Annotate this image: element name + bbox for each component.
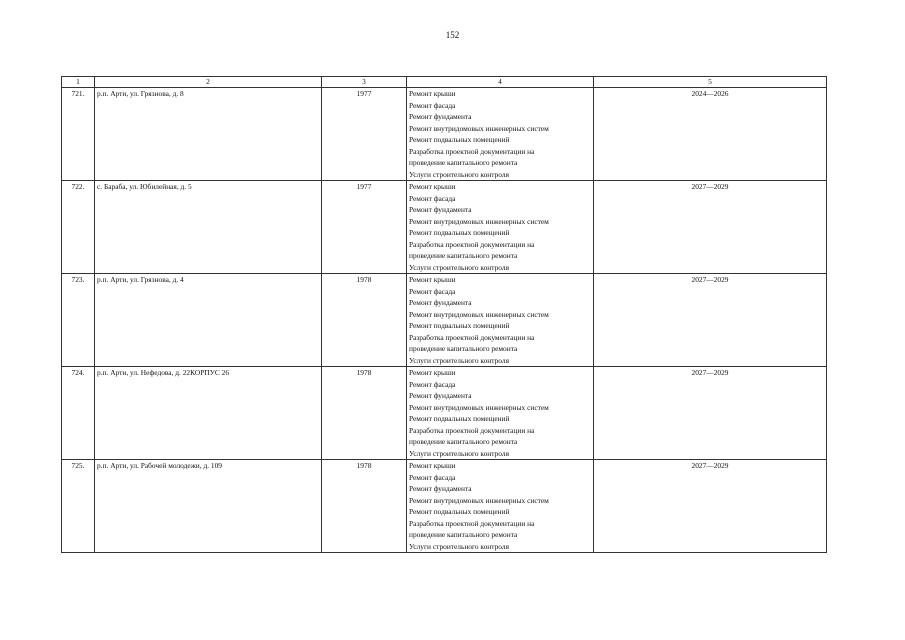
repair-work-item: Услуги строительного контроля: [409, 262, 509, 272]
repair-period: 2027—2029: [594, 274, 827, 367]
table-header: [62, 77, 827, 88]
repair-work-item: Ремонт подвальных помещений: [409, 135, 510, 144]
repair-work-item: Разработка проектной документации на: [409, 239, 535, 249]
building-address: р.п. Арти, ул. Грязнова, д. 8: [95, 88, 322, 181]
repair-works-list: [407, 367, 594, 460]
row-number: 725.: [62, 460, 95, 553]
commission-year: 1978: [322, 460, 407, 553]
repair-work-item: Ремонт внутридомовых инженерных систем: [409, 309, 549, 319]
building-address: р.п. Арти, ул. Грязнова, д. 4: [95, 274, 322, 367]
repair-work-item: Ремонт подвальных помещений: [409, 321, 510, 330]
column-header-4: 4: [407, 77, 594, 88]
repair-work-item: Ремонт крыши: [409, 182, 456, 191]
repair-work-item: Ремонт подвальных помещений: [409, 228, 510, 237]
header-row: [62, 77, 827, 88]
repair-work-item: Разработка проектной документации на: [409, 518, 535, 528]
repair-work-item: Ремонт фундамента: [409, 484, 472, 493]
commission-year: 1977: [322, 88, 407, 181]
repair-work-item: Ремонт фасада: [409, 286, 456, 296]
repair-period: 2027—2029: [594, 181, 827, 274]
row-number: 721.: [62, 88, 95, 181]
column-header-1: 1: [62, 77, 95, 88]
row-number: 722.: [62, 181, 95, 274]
repair-work-item: Ремонт фундамента: [409, 391, 472, 400]
repair-work-item: Ремонт подвальных помещений: [409, 507, 510, 516]
table-row: [62, 460, 827, 553]
repair-period: 2027—2029: [594, 367, 827, 460]
repair-work-item: Ремонт внутридомовых инженерных систем: [409, 123, 549, 133]
repair-work-item: проведение капитального ремонта: [409, 437, 518, 446]
repair-work-item: Услуги строительного контроля: [409, 541, 509, 551]
repair-work-item: Ремонт фасада: [409, 100, 456, 110]
repair-work-item: Ремонт фасада: [409, 379, 456, 389]
repair-work-item: Услуги строительного контроля: [409, 448, 509, 458]
repair-work-item: Ремонт фундамента: [409, 205, 472, 214]
repair-work-item: Ремонт внутридомовых инженерных систем: [409, 216, 549, 226]
repair-works-list: [407, 88, 594, 181]
repair-work-item: Ремонт фундамента: [409, 298, 472, 307]
table-row: [62, 367, 827, 460]
column-header-3: 3: [322, 77, 407, 88]
commission-year: 1978: [322, 367, 407, 460]
repair-work-item: проведение капитального ремонта: [409, 158, 518, 167]
page-number: 152: [445, 30, 460, 40]
building-address: р.п. Арти, ул. Рабочей молодежи, д. 109: [95, 460, 322, 553]
repair-work-item: Услуги строительного контроля: [409, 169, 509, 179]
repair-works-list: [407, 274, 594, 367]
row-number: 724.: [62, 367, 95, 460]
repair-works-list: [407, 460, 594, 553]
repair-work-item: Ремонт крыши: [409, 275, 456, 284]
column-header-2: 2: [95, 77, 322, 88]
repair-work-item: Разработка проектной документации на: [409, 332, 535, 342]
repair-period: 2027—2029: [594, 460, 827, 553]
repair-work-item: Ремонт фундамента: [409, 112, 472, 121]
column-header-5: 5: [594, 77, 827, 88]
repair-work-item: Ремонт внутридомовых инженерных систем: [409, 495, 549, 505]
repair-work-item: проведение капитального ремонта: [409, 530, 518, 539]
building-address: с. Бараба, ул. Юбилейная, д. 5: [95, 181, 322, 274]
repair-work-item: Ремонт фасада: [409, 193, 456, 203]
commission-year: 1977: [322, 181, 407, 274]
repair-schedule-table: [61, 76, 827, 553]
repair-work-item: Ремонт крыши: [409, 461, 456, 470]
repair-works-list: [407, 181, 594, 274]
table-row: [62, 181, 827, 274]
repair-work-item: Ремонт фасада: [409, 472, 456, 482]
repair-work-item: Ремонт подвальных помещений: [409, 414, 510, 423]
repair-work-item: Разработка проектной документации на: [409, 425, 535, 435]
repair-work-item: Ремонт внутридомовых инженерных систем: [409, 402, 549, 412]
row-number: 723.: [62, 274, 95, 367]
repair-work-item: Услуги строительного контроля: [409, 355, 509, 365]
repair-work-item: Ремонт крыши: [409, 89, 456, 98]
repair-work-item: проведение капитального ремонта: [409, 344, 518, 353]
table-row: [62, 274, 827, 367]
table-body: [62, 88, 827, 553]
building-address: р.п. Арти, ул. Нефедова, д. 22КОРПУС 26: [95, 367, 322, 460]
repair-work-item: Разработка проектной документации на: [409, 146, 535, 156]
commission-year: 1978: [322, 274, 407, 367]
repair-work-item: Ремонт крыши: [409, 368, 456, 377]
repair-work-item: проведение капитального ремонта: [409, 251, 518, 260]
table-row: [62, 88, 827, 181]
repair-period: 2024—2026: [594, 88, 827, 181]
